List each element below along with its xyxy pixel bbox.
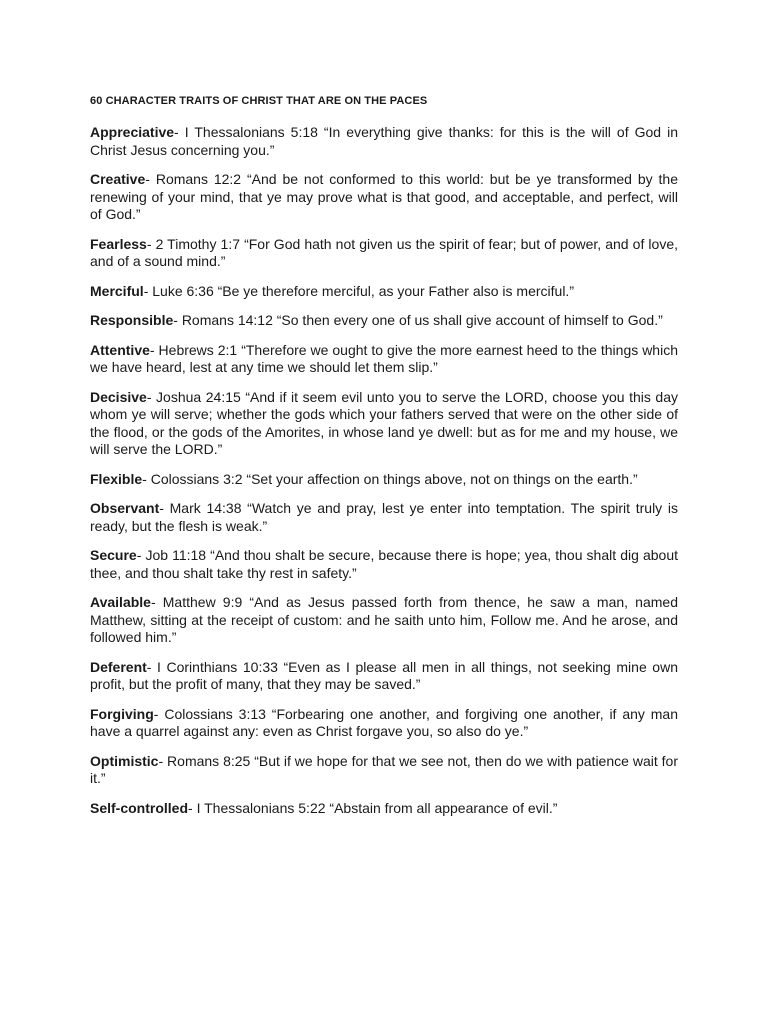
trait-entry [90,547,678,582]
document-title: 60 CHARACTER TRAITS OF CHRIST THAT ARE ON THE PACES [90,95,428,107]
trait-separator: - [136,547,146,563]
trait-verse: Luke 6:36 “Be ye therefore merciful, as your Father also is merciful.” [152,282,574,299]
trait-separator: - [153,705,165,722]
trait-entry [90,594,678,647]
trait-entry [90,753,678,788]
trait-name: Fearless [90,235,147,252]
trait-verse: I Thessalonians 5:22 “Abstain from all appearance of evil.” [196,799,558,816]
trait-verse: Romans 8:25 “But if we hope for that we see not, then do we with patience wait for it.” [90,752,678,786]
trait-separator: - [174,124,185,140]
trait-separator: - [159,500,170,516]
trait-name: Self-controlled [90,799,189,816]
trait-entry [90,389,678,459]
trait-verse: Mark 14:38 “Watch ye and pray, lest ye enter into temptation. The spirit truly is ready, but the flesh is weak.” [90,500,678,534]
trait-name: Merciful [90,282,144,299]
trait-separator: - [145,171,156,187]
trait-verse: I Corinthians 10:33 “Even as I please all men in all things, not seeking mine own profit, but the profit of many, that they may be saved.” [90,658,678,692]
trait-verse: Romans 14:12 “So then every one of us shall give account of himself to God.” [181,312,663,328]
trait-name: Optimistic [90,752,159,769]
trait-entry [90,471,678,489]
trait-entry [90,500,678,535]
trait-name: Secure [90,547,137,563]
trait-entry [90,236,678,271]
trait-verse: 2 Timothy 1:7 “For God hath not given us the spirit of fear; but of power, and of love, and of a sound mind.” [90,235,678,269]
trait-entry [90,706,678,741]
trait-entry [90,659,678,694]
trait-separator: - [188,799,197,816]
trait-name: Flexible [90,470,143,487]
trait-verse: I Thessalonians 5:18 “In everything give thanks: for this is the will of God in Christ Jesus concerning you.” [90,124,678,158]
trait-name: Deferent [90,658,147,675]
trait-entry [90,283,678,301]
trait-separator: - [146,235,156,252]
trait-verse: Hebrews 2:1 “Therefore we ought to give the more earnest heed to the things which we have heard, lest at any time we should let them slip.” [90,341,678,375]
trait-separator: - [143,282,153,299]
trait-separator: - [146,388,157,405]
trait-name: Decisive [90,388,147,405]
trait-name: Creative [90,171,146,187]
trait-name: Attentive [90,341,150,358]
trait-name: Forgiving [90,705,154,722]
trait-separator: - [142,470,151,487]
trait-verse: Romans 12:2 “And be not conformed to this world: but be ye transformed by the renewing of your mind, that ye may prove what is that good, and acceptable, and perfect, will of God.” [90,171,678,222]
trait-verse: Matthew 9:9 “And as Jesus passed forth from thence, he saw a man, named Matthew, sitting at the receipt of custom: and he saith unto him, Follow me. And he arose, and followed him.” [90,594,678,645]
trait-entry [90,171,678,224]
trait-name: Available [90,594,151,610]
trait-verse: Joshua 24:15 “And if it seem evil unto you to serve the LORD, choose you this day whom ye will serve; whether the gods which your fathers served that were on the other side of the flood, or the gods of the Amorites, in whose land ye dwell: but as for me and my house, we will serve the LORD.” [90,388,678,457]
trait-name: Observant [90,500,160,516]
trait-separator: - [158,752,168,769]
trait-verse: Job 11:18 “And thou shalt be secure, because there is hope; yea, thou shalt dig about thee, and thou shalt take thy rest in safety.” [90,547,678,581]
trait-entry [90,124,678,159]
trait-separator: - [149,341,159,358]
trait-verse: Colossians 3:2 “Set your affection on things above, not on things on the earth.” [150,470,638,487]
trait-separator: - [146,658,158,675]
trait-entry [90,342,678,377]
trait-name: Responsible [90,312,174,328]
trait-name: Appreciative [90,124,175,140]
trait-entry [90,800,678,818]
document-page [90,94,678,829]
trait-separator: - [150,594,163,610]
trait-verse: Colossians 3:13 “Forbearing one another, and forgiving one another, if any man have a quarrel against any: even as Christ forgave you, so also do ye.” [90,705,679,739]
trait-entry [90,312,678,330]
trait-separator: - [173,312,182,328]
